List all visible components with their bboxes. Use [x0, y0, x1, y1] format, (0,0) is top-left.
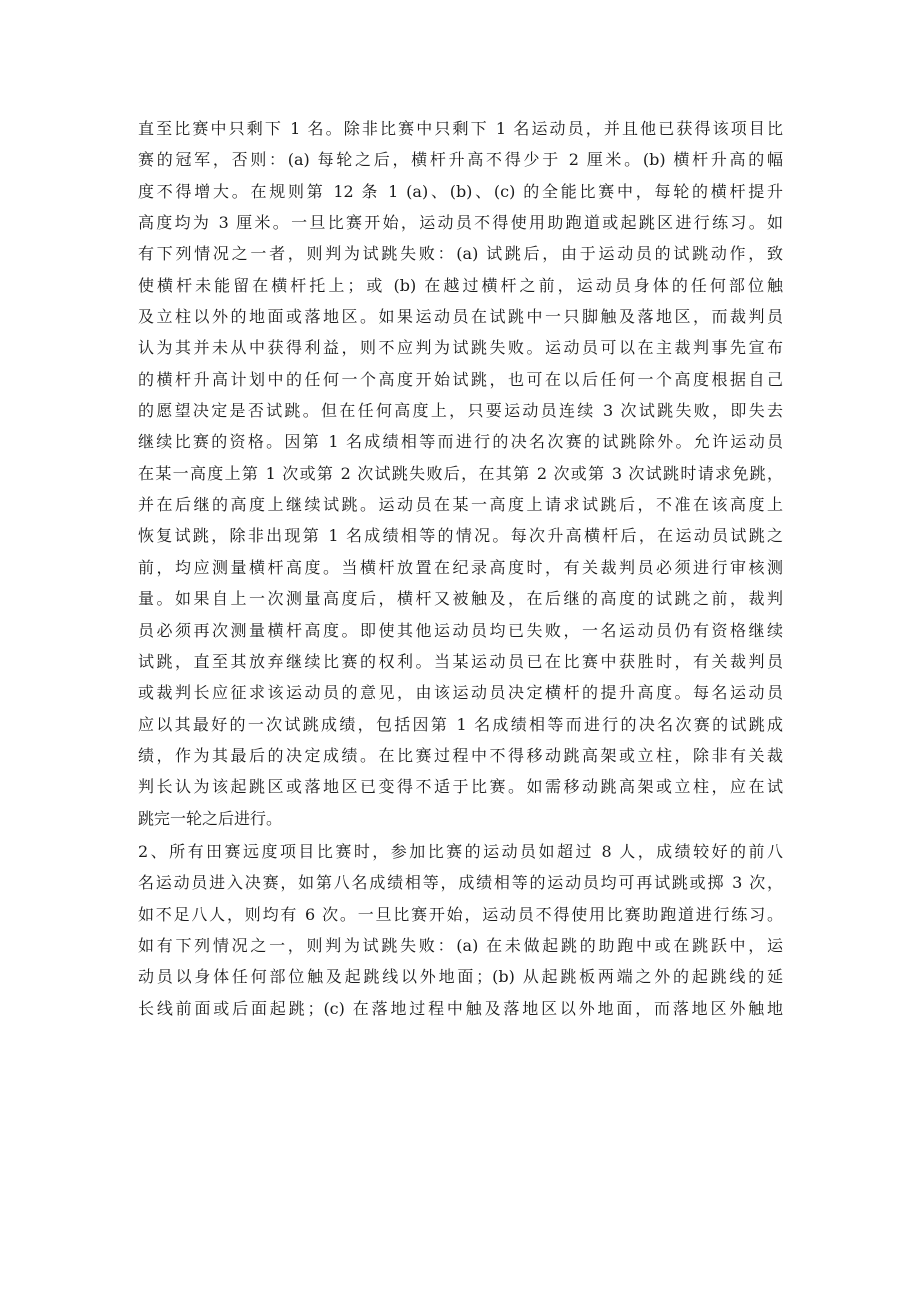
- text-line: 高度均为 3 厘米。一旦比赛开始，运动员不得使用助跑道或起跳区进行练习。如: [138, 213, 783, 233]
- text-line: 员必须再次测量横杆高度。即使其他运动员均已失败，一名运动员仍有资格继续: [138, 620, 783, 640]
- text-line: 试跳，直至其放弃继续比赛的权利。当某运动员已在比赛中获胜时，有关裁判员: [138, 651, 783, 671]
- text-line: 直至比赛中只剩下 1 名。除非比赛中只剩下 1 名运动员，并且他已获得该项目比: [138, 119, 783, 138]
- text-line: 量。如果自上一次测量高度后，横杆又被触及，在后继的高度的试跳之前，裁判: [138, 589, 783, 609]
- text-line: 如有下列情况之一，则判为试跳失败：(a) 在未做起跳的助跑中或在跳跃中，运: [138, 935, 783, 955]
- text-line: 或裁判长应征求该运动员的意见，由该运动员决定横杆的提升高度。每名运动员: [138, 683, 783, 703]
- text-line: 在某一高度上第 1 次或第 2 次试跳失败后，在其第 2 次或第 3 次试跳时请求免跳，: [138, 463, 783, 483]
- text-line: 如不足八人，则均有 6 次。一旦比赛开始，运动员不得使用比赛助跑道进行练习。: [138, 904, 783, 924]
- document-body: [138, 113, 783, 1024]
- text-line: 的横杆升高计划中的任何一个高度开始试跳，也可在以后任何一个高度根据自己: [138, 369, 783, 389]
- text-line: 2、所有田赛远度项目比赛时，参加比赛的运动员如超过 8 人，成绩较好的前八: [138, 841, 783, 861]
- text-line: 绩，作为其最后的决定成绩。在比赛过程中不得移动跳高架或立柱，除非有关裁: [138, 745, 783, 765]
- text-line: 认为其并未从中获得利益，则不应判为试跳失败。运动员可以在主裁判事先宣布: [138, 338, 783, 358]
- text-line: 长线前面或后面起跳；(c) 在落地过程中触及落地区以外地面，而落地区外触地: [138, 998, 783, 1018]
- text-line: 度不得增大。在规则第 12 条 1 (a)、(b)、(c) 的全能比赛中，每轮的横杆提升: [138, 181, 783, 201]
- text-line: 动员以身体任何部位触及起跳线以外地面；(b) 从起跳板两端之外的起跳线的延: [138, 967, 783, 987]
- text-line: 应以其最好的一次试跳成绩，包括因第 1 名成绩相等而进行的决名次赛的试跳成: [138, 714, 783, 734]
- text-line: 赛的冠军，否则：(a) 每轮之后，横杆升高不得少于 2 厘米。(b) 横杆升高的幅: [138, 150, 783, 170]
- text-line: 判长认为该起跳区或落地区已变得不适于比赛。如需移动跳高架或立柱，应在试: [138, 777, 783, 797]
- text-line: 使横杆未能留在横杆托上；或 (b) 在越过横杆之前，运动员身体的任何部位触: [138, 275, 783, 295]
- text-line: 前，均应测量横杆高度。当横杆放置在纪录高度时，有关裁判员必须进行审核测: [138, 557, 783, 577]
- text-line: 有下列情况之一者，则判为试跳失败：(a) 试跳后，由于运动员的试跳动作，致: [138, 244, 783, 264]
- text-line: 并在后继的高度上继续试跳。运动员在某一高度上请求试跳后，不准在该高度上: [138, 495, 783, 515]
- text-line: 继续比赛的资格。因第 1 名成绩相等而进行的决名次赛的试跳除外。允许运动员: [138, 432, 783, 452]
- text-line: 的愿望决定是否试跳。但在任何高度上，只要运动员连续 3 次试跳失败，即失去: [138, 401, 783, 421]
- text-line: 跳完一轮之后进行。: [138, 808, 283, 828]
- text-line: 及立柱以外的地面或落地区。如果运动员在试跳中一只脚触及落地区，而裁判员: [138, 307, 783, 327]
- text-line: 名运动员进入决赛，如第八名成绩相等，成绩相等的运动员均可再试跳或掷 3 次，: [138, 873, 783, 893]
- text-line: 恢复试跳，除非出现第 1 名成绩相等的情况。每次升高横杆后，在运动员试跳之: [138, 526, 783, 546]
